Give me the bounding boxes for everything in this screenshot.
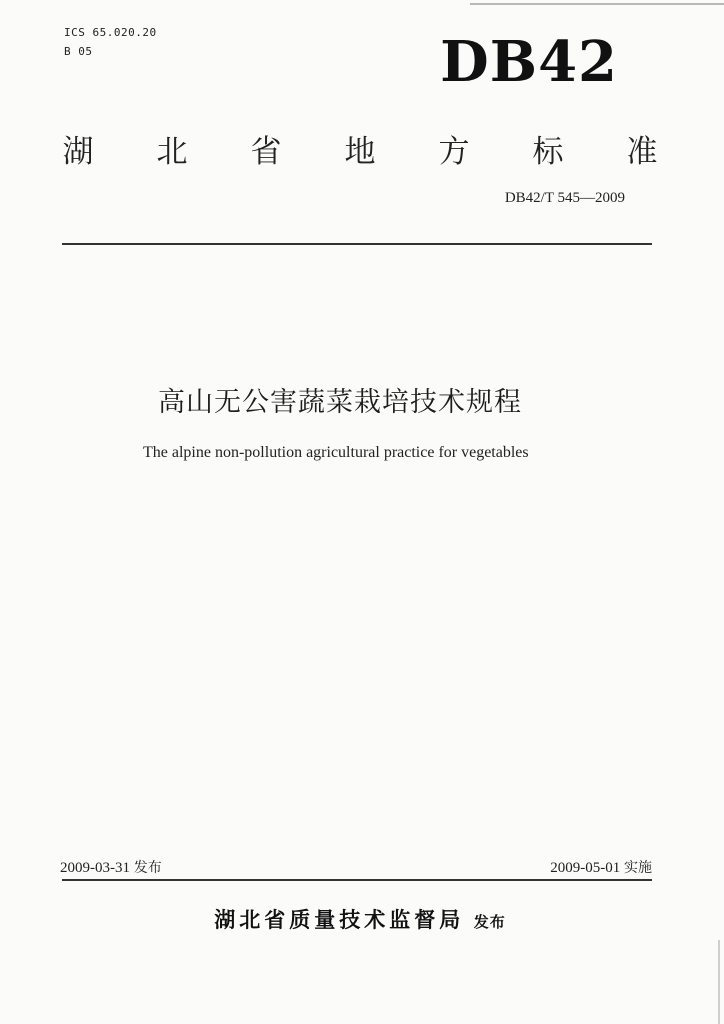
standard-level-char: 准 bbox=[626, 134, 658, 170]
standard-level-char: 标 bbox=[532, 134, 564, 170]
scan-edge-line bbox=[470, 3, 724, 5]
implementation-date-value: 2009-05-01 bbox=[550, 860, 621, 876]
standard-level-heading bbox=[60, 126, 660, 170]
issue-date-label: 发布 bbox=[133, 860, 162, 876]
bottom-divider bbox=[62, 879, 652, 881]
standard-level-char: 湖 bbox=[62, 134, 94, 170]
publisher bbox=[140, 904, 580, 934]
standard-logo: DB42 bbox=[440, 29, 618, 95]
standard-level-char: 地 bbox=[344, 134, 376, 170]
ics-code: ICS 65.020.20 bbox=[64, 26, 157, 39]
publisher-name: 湖北省质量技术监督局 bbox=[214, 908, 465, 932]
implementation-date-label: 实施 bbox=[624, 860, 652, 876]
english-title: The alpine non-pollution agricultural practice for vegetables bbox=[143, 444, 529, 461]
issue-date bbox=[60, 857, 162, 877]
top-divider bbox=[62, 243, 652, 245]
issue-date-value: 2009-03-31 bbox=[60, 860, 130, 876]
chinese-title: 高山无公害蔬菜栽培技术规程 bbox=[158, 387, 522, 418]
scan-edge-line bbox=[718, 940, 720, 1024]
classification-code: B 05 bbox=[64, 45, 93, 58]
standard-level-char: 方 bbox=[438, 134, 470, 170]
standard-level-char: 北 bbox=[156, 134, 188, 170]
standard-level-char: 省 bbox=[250, 134, 282, 170]
implementation-date bbox=[470, 857, 652, 877]
standard-number: DB42/T 545—2009 bbox=[504, 190, 625, 206]
publisher-suffix: 发布 bbox=[473, 913, 506, 931]
